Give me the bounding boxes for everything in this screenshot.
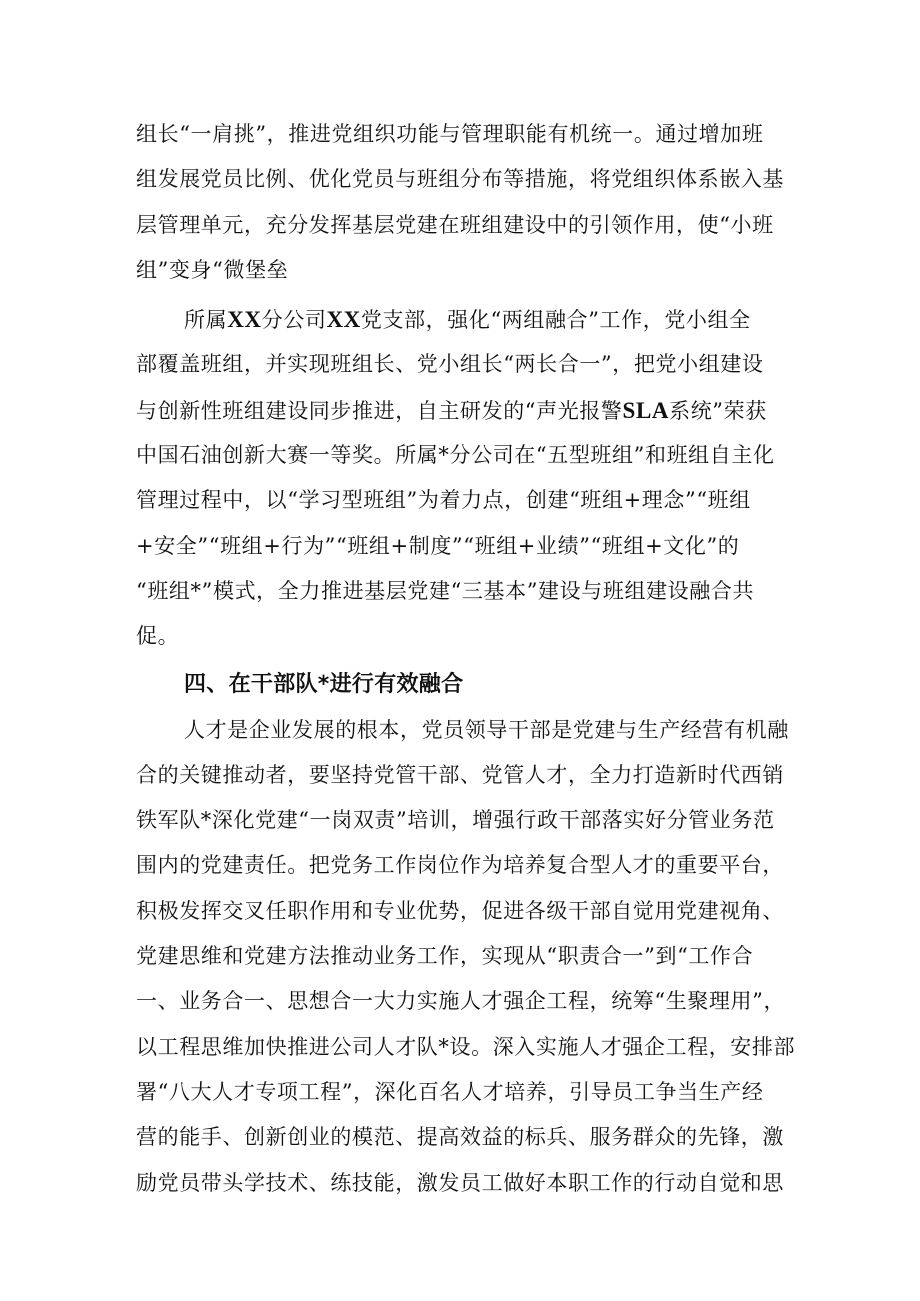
text-line: 一、业务合一、思想合一大力实施人才强企工程，统筹“生聚理用”， bbox=[136, 989, 786, 1014]
document-body bbox=[136, 112, 796, 1206]
paragraph-1 bbox=[136, 112, 790, 293]
text-run: 系统”荣获 bbox=[669, 398, 767, 423]
text-line: “班组*”模式，全力推进基层党建“三基本”建设与班组建设融合共 bbox=[136, 578, 755, 603]
text-run: 党支部，强化“两组融合”工作，党小组全 bbox=[360, 308, 751, 333]
text-line: 营的能手、创新创业的模范、提高效益的标兵、服务群众的先锋，激 bbox=[136, 1125, 784, 1150]
text-line: 党建思维和党建方法推动业务工作，实现从“职责合一”到“工作合 bbox=[136, 944, 754, 969]
text-line: 积极发挥交叉任职作用和专业优势，促进各级干部自觉用党建视角、 bbox=[136, 898, 784, 923]
text-run: 所属 bbox=[184, 308, 228, 333]
text-run: XX bbox=[326, 307, 361, 333]
text-run: 分公司 bbox=[261, 308, 327, 333]
text-line: 层管理单元，充分发挥基层党建在班组建设中的引领作用，使“小班 bbox=[136, 212, 774, 237]
text-line bbox=[136, 297, 790, 342]
paragraph-3 bbox=[136, 708, 796, 1206]
text-run: XX bbox=[227, 307, 262, 333]
text-run: SLA bbox=[622, 397, 670, 423]
text-line: 围内的党建责任。把党务工作岗位作为培养复合型人才的重要平台， bbox=[136, 853, 784, 878]
text-line: 人才是企业发展的根本，党员领导干部是党建与生产经营有机融 bbox=[184, 717, 789, 742]
text-line: 署“八大人才专项工程”，深化百名人才培养，引导员工争当生产经 bbox=[136, 1079, 764, 1104]
text-line: 以工程思维加快推进公司人才队*设。深入实施人才强企工程，安排部 bbox=[136, 1034, 796, 1059]
text-line: 铁军队*深化党建“一岗双责”培训，增强行政干部落实好分管业务范 bbox=[136, 808, 775, 833]
text-line: 部覆盖班组，并实现班组长、党小组长“两长合一”，把党小组建设 bbox=[136, 352, 764, 377]
text-line: 组发展党员比例、优化党员与班组分布等措施，将党组织体系嵌入基 bbox=[136, 167, 784, 192]
text-line: 管理过程中，以“学习型班组”为着力点，创建“班组+理念”“班组 bbox=[136, 488, 751, 513]
text-line: 中国石油创新大赛一等奖。所属*分公司在“五型班组”和班组自主化 bbox=[136, 443, 775, 468]
text-line: 组长“一肩挑”，推进党组织功能与管理职能有机统一。通过增加班 bbox=[136, 122, 764, 146]
text-line: +安全”“班组+行为”“班组+制度”“班组+业绩”“班组+文化”的 bbox=[136, 533, 740, 558]
text-line: 促。 bbox=[136, 624, 180, 649]
text-line: 合的关键推动者，要坚持党管干部、党管人才，全力打造新时代西销 bbox=[136, 762, 784, 787]
text-line: 组”变身“微堡垒 bbox=[136, 257, 289, 282]
text-line: 励党员带头学技术、练技能，激发员工做好本职工作的行动自觉和思 bbox=[136, 1170, 784, 1195]
paragraph-2 bbox=[136, 297, 790, 659]
text-run: 与创新性班组建设同步推进，自主研发的“声光报警 bbox=[136, 398, 623, 423]
section-heading: 四、在干部队*进行有效融合 bbox=[184, 671, 464, 697]
text-line bbox=[136, 388, 790, 433]
